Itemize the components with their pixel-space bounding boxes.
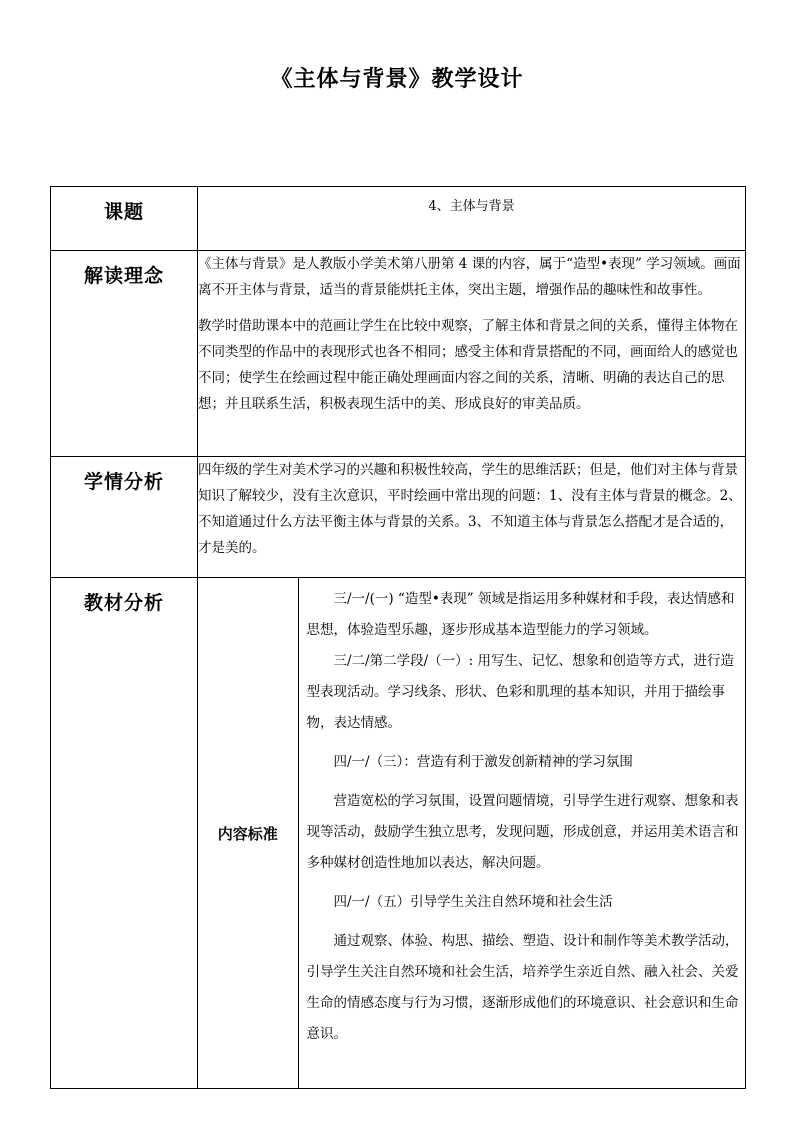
standard-paragraph: 三/二/第二学段/（一）: 用写生、记忆、想象和创造等方式，进行造型表现活动。学习线条、形状、色彩和肌理的基本知识，并用于描绘事物，表达情感。 xyxy=(306,653,734,731)
materials-content xyxy=(198,578,746,1089)
students-content xyxy=(198,457,746,578)
materials-inner-table xyxy=(198,578,745,1088)
concept-row xyxy=(51,251,746,457)
topic-row xyxy=(51,187,746,251)
standard-paragraph: 三/一/(一) “造型•表现” 领域是指运用多种媒材和手段，表达情感和思想，体验造型乐趣，逐步形成基本造型能力的学习领域。 xyxy=(306,591,735,638)
standard-paragraph: 通过观察、体验、构思、描绘、塑造、设计和制作等美术教学活动，引导学生关注自然环境和社会生活，培养学生亲近自然、融入社会、关爱生命的情感态度与行为习惯，逐渐形成他们的环境意识、社会意识和生命意识。 xyxy=(306,933,739,1042)
document-title: 《主体与背景》教学设计 xyxy=(270,67,524,92)
students-row xyxy=(51,457,746,578)
topic-label: 课题 xyxy=(51,187,198,251)
lesson-plan-table xyxy=(50,186,746,1089)
content-standard-label: 内容标准 xyxy=(198,578,298,1088)
materials-label: 教材分析 xyxy=(51,578,198,1089)
materials-row xyxy=(51,578,746,1089)
standard-heading: 四/一/（三）：营造有利于激发创新精神的学习氛围 xyxy=(333,754,633,770)
standard-heading: 四/一/（五）引导学生关注自然环境和社会生活 xyxy=(333,894,613,910)
topic-value: 4、主体与背景 xyxy=(198,187,746,251)
content-standard-text xyxy=(298,578,745,1088)
students-label: 学情分析 xyxy=(51,457,198,578)
standard-paragraph: 营造宽松的学习氛围，设置问题情境，引导学生进行观察、想象和表现等活动，鼓励学生独立思考，发现问题，形成创意，并运用美术语言和多种媒材创造性地加以表达，解决问题。 xyxy=(306,793,739,871)
concept-label: 解读理念 xyxy=(51,251,198,457)
concept-content xyxy=(198,251,746,457)
concept-paragraph: 《主体与背景》是人教版小学美术第八册第 4 课的内容，属于“造型•表现” 学习领域。画面离不开主体与背景，适当的背景能烘托主体，突出主题，增强作品的趣味性和故事性。 xyxy=(198,256,741,298)
concept-paragraph: 教学时借助课本中的范画让学生在比较中观察，了解主体和背景之间的关系，懂得主体物在不同类型的作品中的表现形式也各不相同；感受主体和背景搭配的不同，画面给人的感觉也不同；使学生在绘画过程中能正确处理画面内容之间的关系，清晰、明确的表达自己的思想；并且联系生活，积极表现生活中的美、形成良好的审美品质。 xyxy=(198,318,738,412)
students-paragraph: 四年级的学生对美术学习的兴趣和积极性较高，学生的思维活跃；但是，他们对主体与背景知识了解较少，没有主次意识，平时绘画中常出现的问题：1、没有主体与背景的概念。2、不知道通过什么方法平衡主体与背景的关系。3、不知道主体与背景怎么搭配才是合适的，才是美的。 xyxy=(198,462,742,556)
